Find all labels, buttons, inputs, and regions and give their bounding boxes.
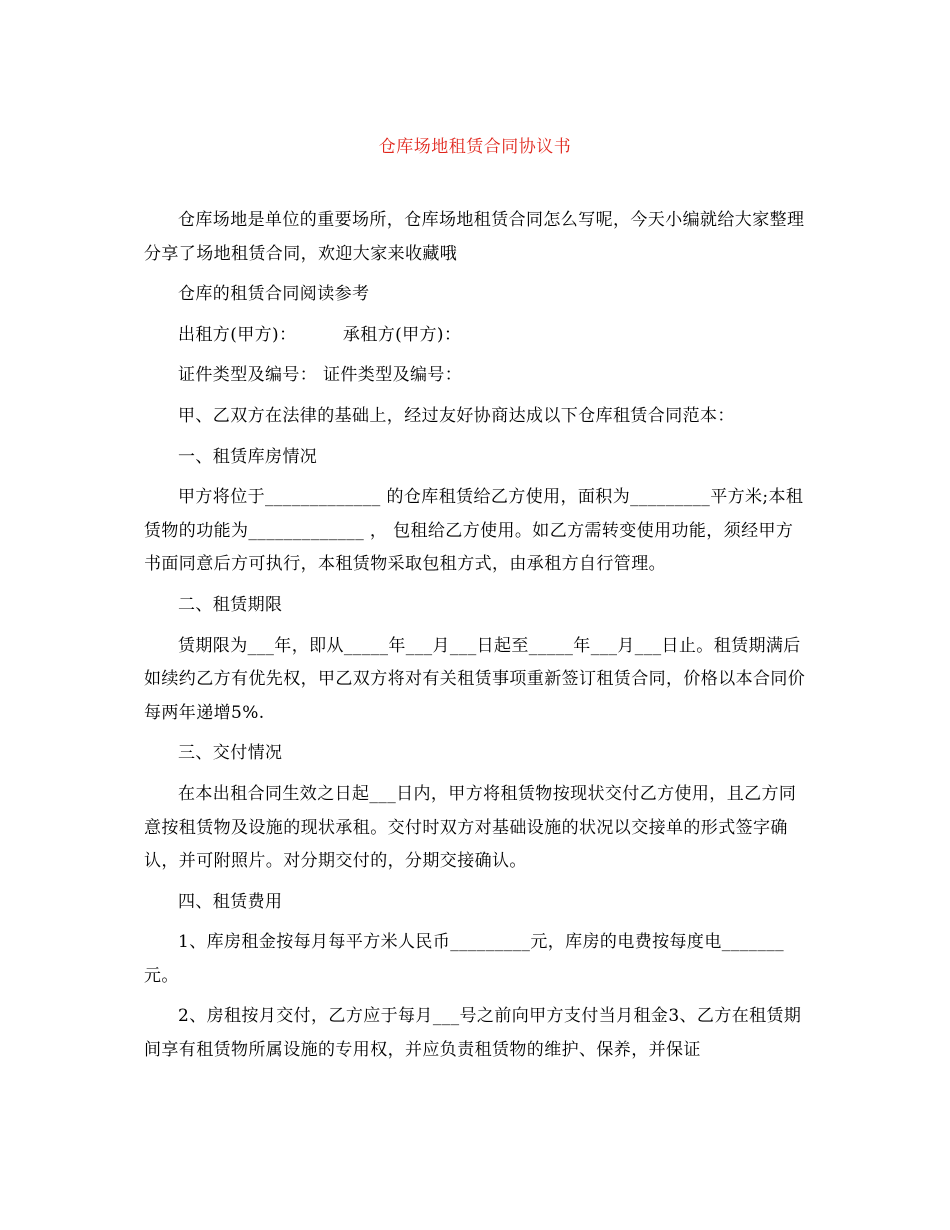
paragraph-intro: 仓库场地是单位的重要场所，仓库场地租赁合同怎么写呢，今天小编就给大家整理分享了场地租赁合同，欢迎大家来收藏哦 — [144, 210, 805, 264]
section-heading-1: 一、租赁库房情况 — [178, 446, 318, 467]
section-heading-2: 二、租赁期限 — [178, 594, 283, 615]
document-body — [144, 204, 806, 1075]
paragraph-premises: 甲方将位于_____________ 的仓库租赁给乙方使用，面积为_________平方米;本租赁物的功能为_____________ ， 包租给乙方使用。如乙方需转变使用功能，须经甲方书面同意后方可执行，本租赁物采取包租方式，由承租方自行管理。 — [144, 487, 804, 575]
paragraph-rent-payment: 2、房租按月交付，乙方应于每月___号之前向甲方支付当月租金3、乙方在租赁期间享有租赁物所属设施的专用权，并应负责租赁物的维护、保养，并保证 — [144, 1006, 802, 1061]
paragraph-delivery: 在本出租合同生效之日起___日内，甲方将租赁物按现状交付乙方使用，且乙方同意按租赁物及设施的现状承租。交付时双方对基础设施的状况以交接单的形式签字确认，并可附照片。对分期交付的，分期交接确认。 — [144, 783, 797, 872]
paragraph-reference: 仓库的租赁合同阅读参考 — [178, 284, 370, 305]
section-heading-3: 三、交付情况 — [178, 743, 283, 764]
paragraph-agreement: 甲、乙双方在法律的基础上，经过友好协商达成以下仓库租赁合同范本： — [178, 405, 735, 426]
paragraph-term: 赁期限为___年，即从_____年___月___日起至_____年___月___日止。租赁期满后如续约乙方有优先权，甲乙双方将对有关租赁事项重新签订租赁合同，价格以本合同价每两年递增5%. — [144, 635, 806, 723]
document-title: 仓库场地租赁合同协议书 — [378, 137, 572, 157]
paragraph-id-types: 证件类型及编号： 证件类型及编号： — [178, 365, 463, 386]
section-heading-4: 四、租赁费用 — [178, 891, 283, 912]
paragraph-parties: 出租方(甲方)： 承租方(甲方)： — [178, 324, 462, 345]
paragraph-rent-rate: 1、库房租金按每月每平方米人民币_________元，库房的电费按每度电_______元。 — [144, 932, 785, 986]
